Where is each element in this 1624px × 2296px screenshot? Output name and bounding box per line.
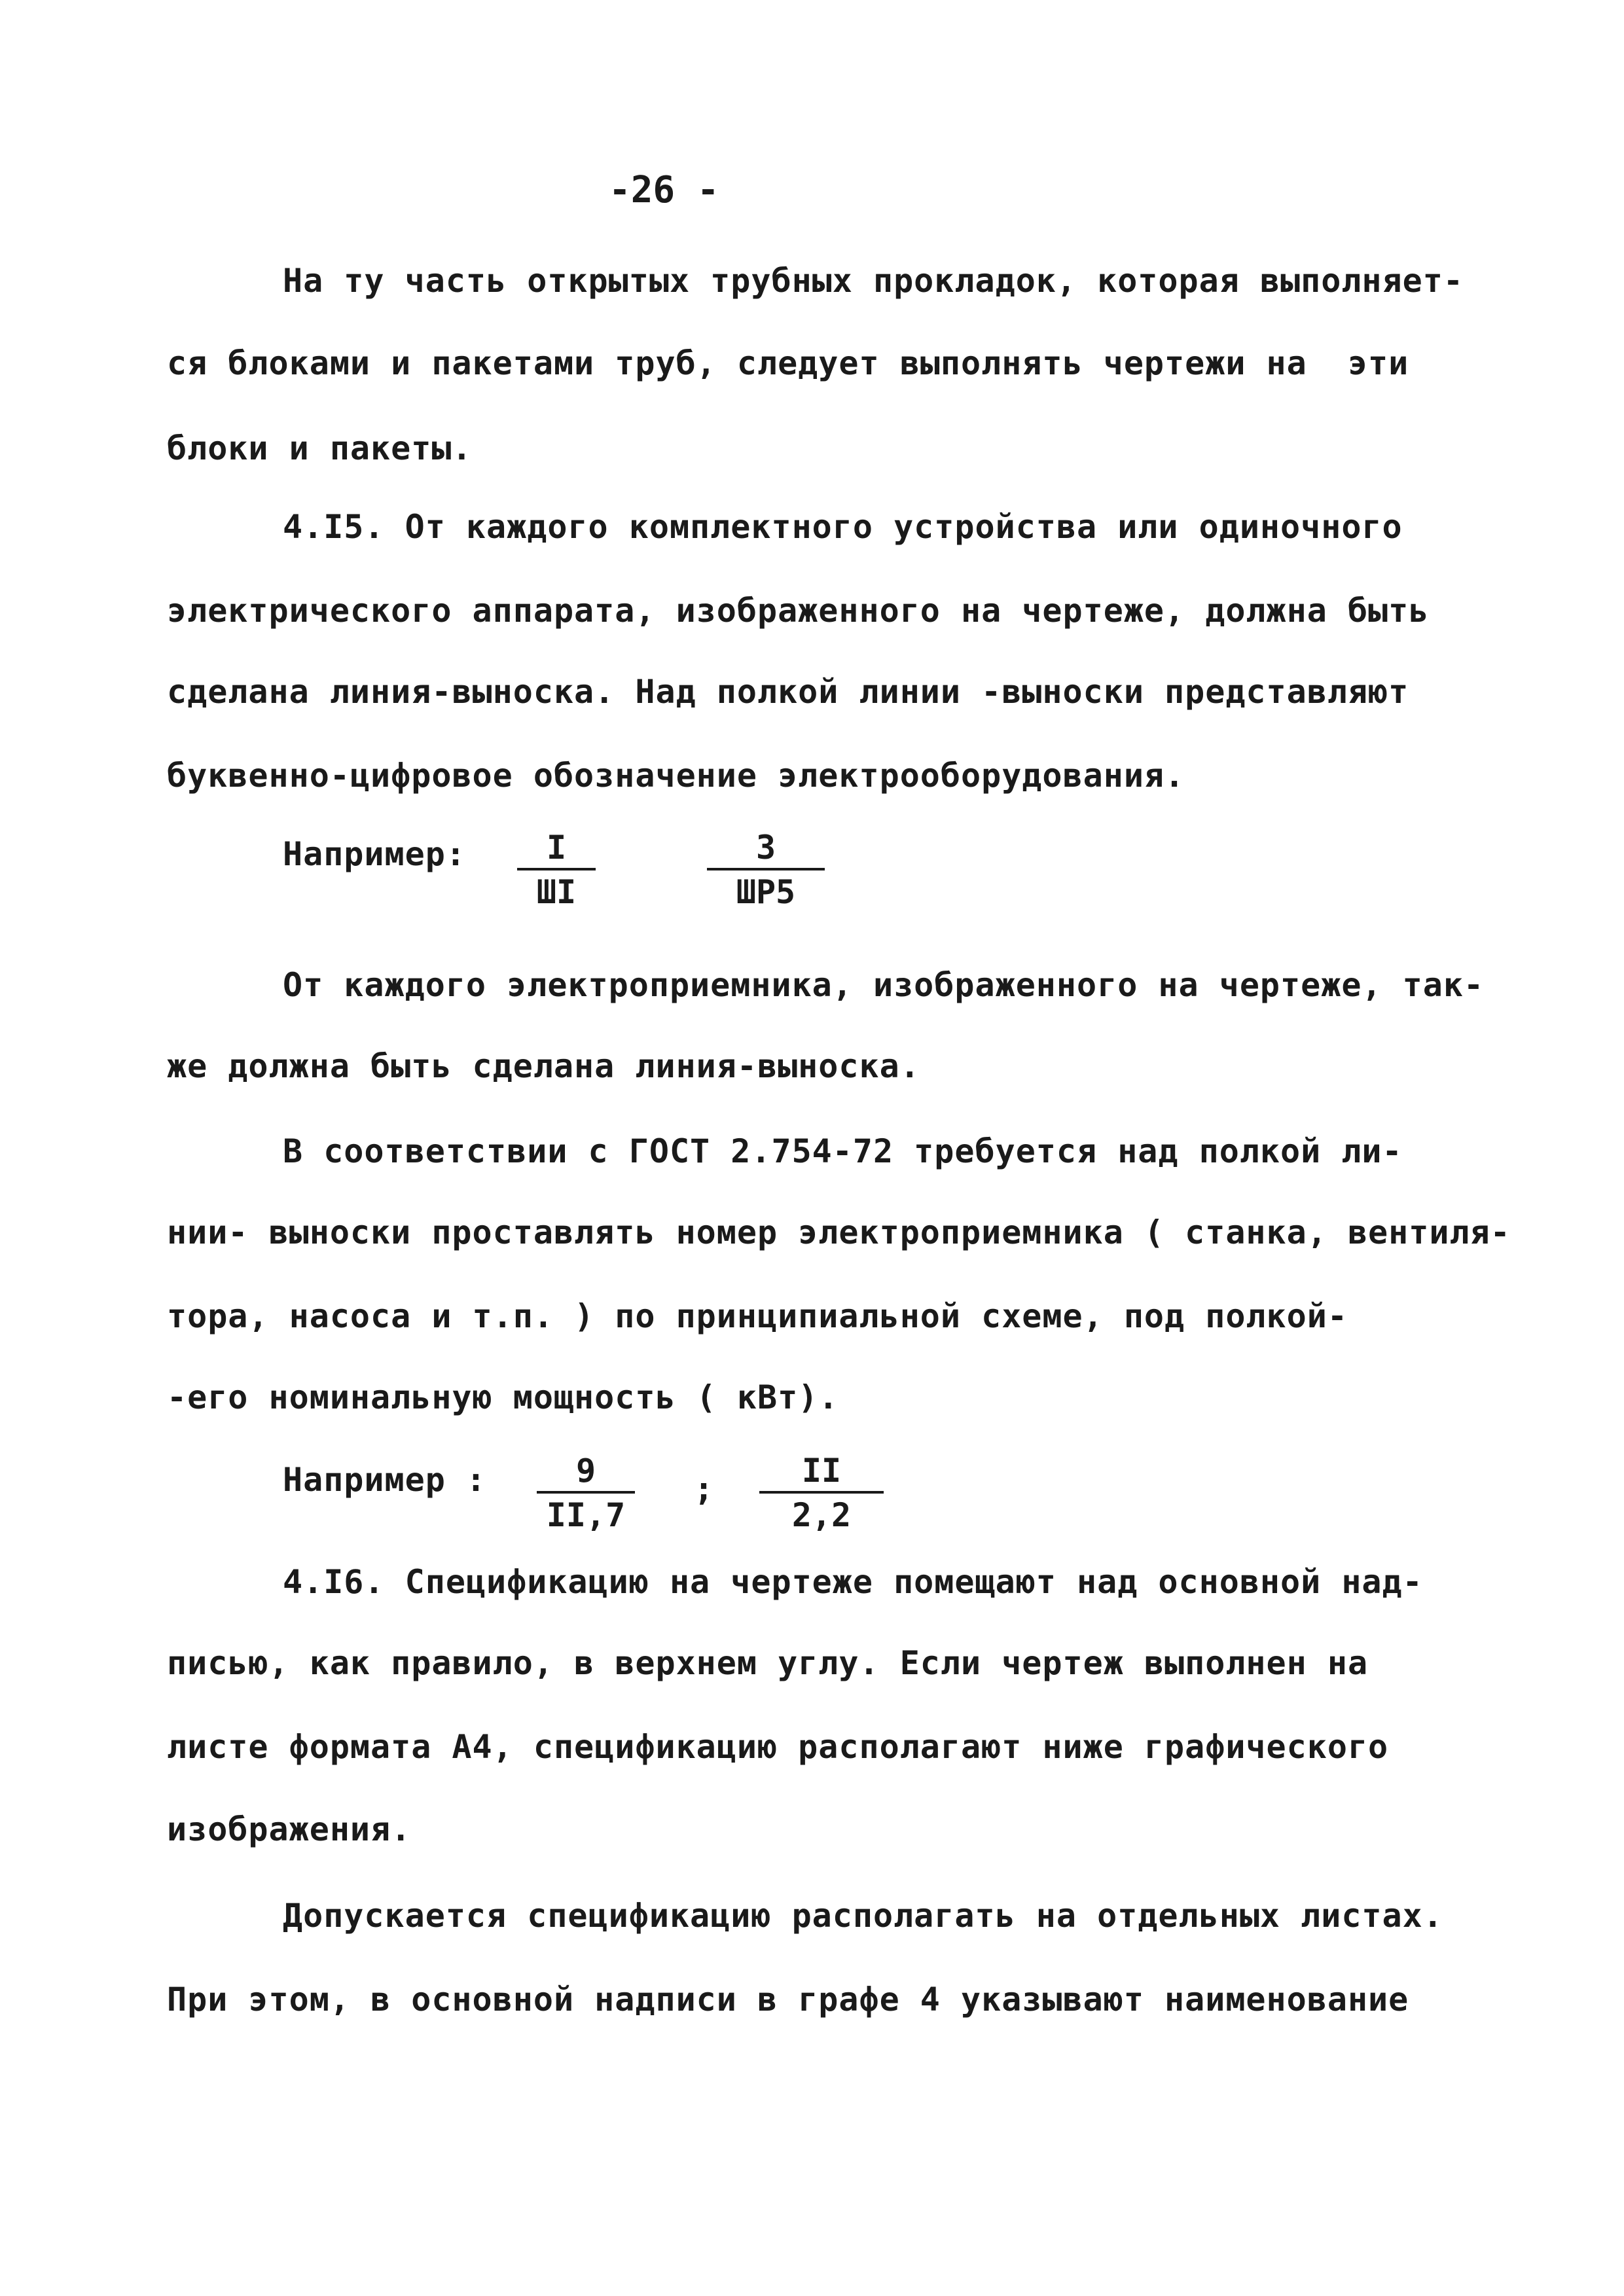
paragraph-2-line-1: От каждого электроприемника, изображенного на чертеже, так- <box>283 966 1485 1004</box>
section-4-15-line-2: электрического аппарата, изображенного на чертеже, должна быть <box>167 592 1430 630</box>
example-1-fraction-1 <box>517 829 596 911</box>
fraction-numerator: II <box>759 1454 884 1494</box>
fraction-denominator: ШР5 <box>736 873 796 911</box>
section-4-16-line-3: листе формата А4, спецификацию располагают ниже графического <box>167 1728 1389 1766</box>
fraction-denominator: 2,2 <box>791 1496 852 1534</box>
section-4-16-line-1: 4.I6. Спецификацию на чертеже помещают над основной над- <box>283 1563 1423 1601</box>
fraction-denominator: ШI <box>536 873 577 911</box>
paragraph-1-line-3: блоки и пакеты. <box>167 429 473 467</box>
example-2-label: Например : <box>283 1461 487 1499</box>
paragraph-1-line-2: ся блоками и пакетами труб, следует выполнять чертежи на эти <box>167 344 1409 382</box>
paragraph-2-line-2: же должна быть сделана линия-выноска. <box>167 1047 920 1085</box>
fraction-denominator: II,7 <box>546 1496 626 1534</box>
section-4-15-line-1: 4.I5. От каждого комплектного устройства или одиночного <box>283 508 1403 546</box>
paragraph-4-line-1: Допускается спецификацию располагать на отдельных листах. <box>283 1897 1443 1935</box>
fraction-numerator: 9 <box>537 1454 635 1494</box>
section-4-16-line-2: писью, как правило, в верхнем углу. Если чертеж выполнен на <box>167 1644 1369 1682</box>
page-number: -26 - <box>609 169 719 211</box>
paragraph-3-line-4: -его номинальную мощность ( кВт). <box>167 1378 839 1416</box>
section-4-15-line-4: буквенно-цифровое обозначение электрооборудования. <box>167 757 1185 795</box>
fraction-numerator: 3 <box>707 831 825 870</box>
example-1-label: Например: <box>283 835 466 873</box>
paragraph-4-line-2: При этом, в основной надписи в графе 4 указывают наименование <box>167 1981 1409 2018</box>
fraction-numerator: I <box>517 831 596 870</box>
example-2-fraction-2 <box>759 1454 884 1532</box>
paragraph-1-line-1: На ту часть открытых трубных прокладок, которая выполняет- <box>283 262 1464 300</box>
paragraph-3-line-2: нии- выноски проставлять номер электроприемника ( станка, вентиля- <box>167 1213 1511 1251</box>
paragraph-3-line-3: тора, насоса и т.п. ) по принципиальной схеме, под полкой- <box>167 1297 1348 1335</box>
example-2-fraction-1 <box>537 1454 635 1532</box>
example-2-separator: ; <box>694 1470 714 1508</box>
section-4-16-line-4: изображения. <box>167 1810 412 1848</box>
paragraph-3-line-1: В соответствии с ГОСТ 2.754-72 требуется над полкой ли- <box>283 1132 1403 1170</box>
section-4-15-line-3: сделана линия-выноска. Над полкой линии -выноски представляют <box>167 673 1409 711</box>
example-1-fraction-2 <box>707 829 825 911</box>
